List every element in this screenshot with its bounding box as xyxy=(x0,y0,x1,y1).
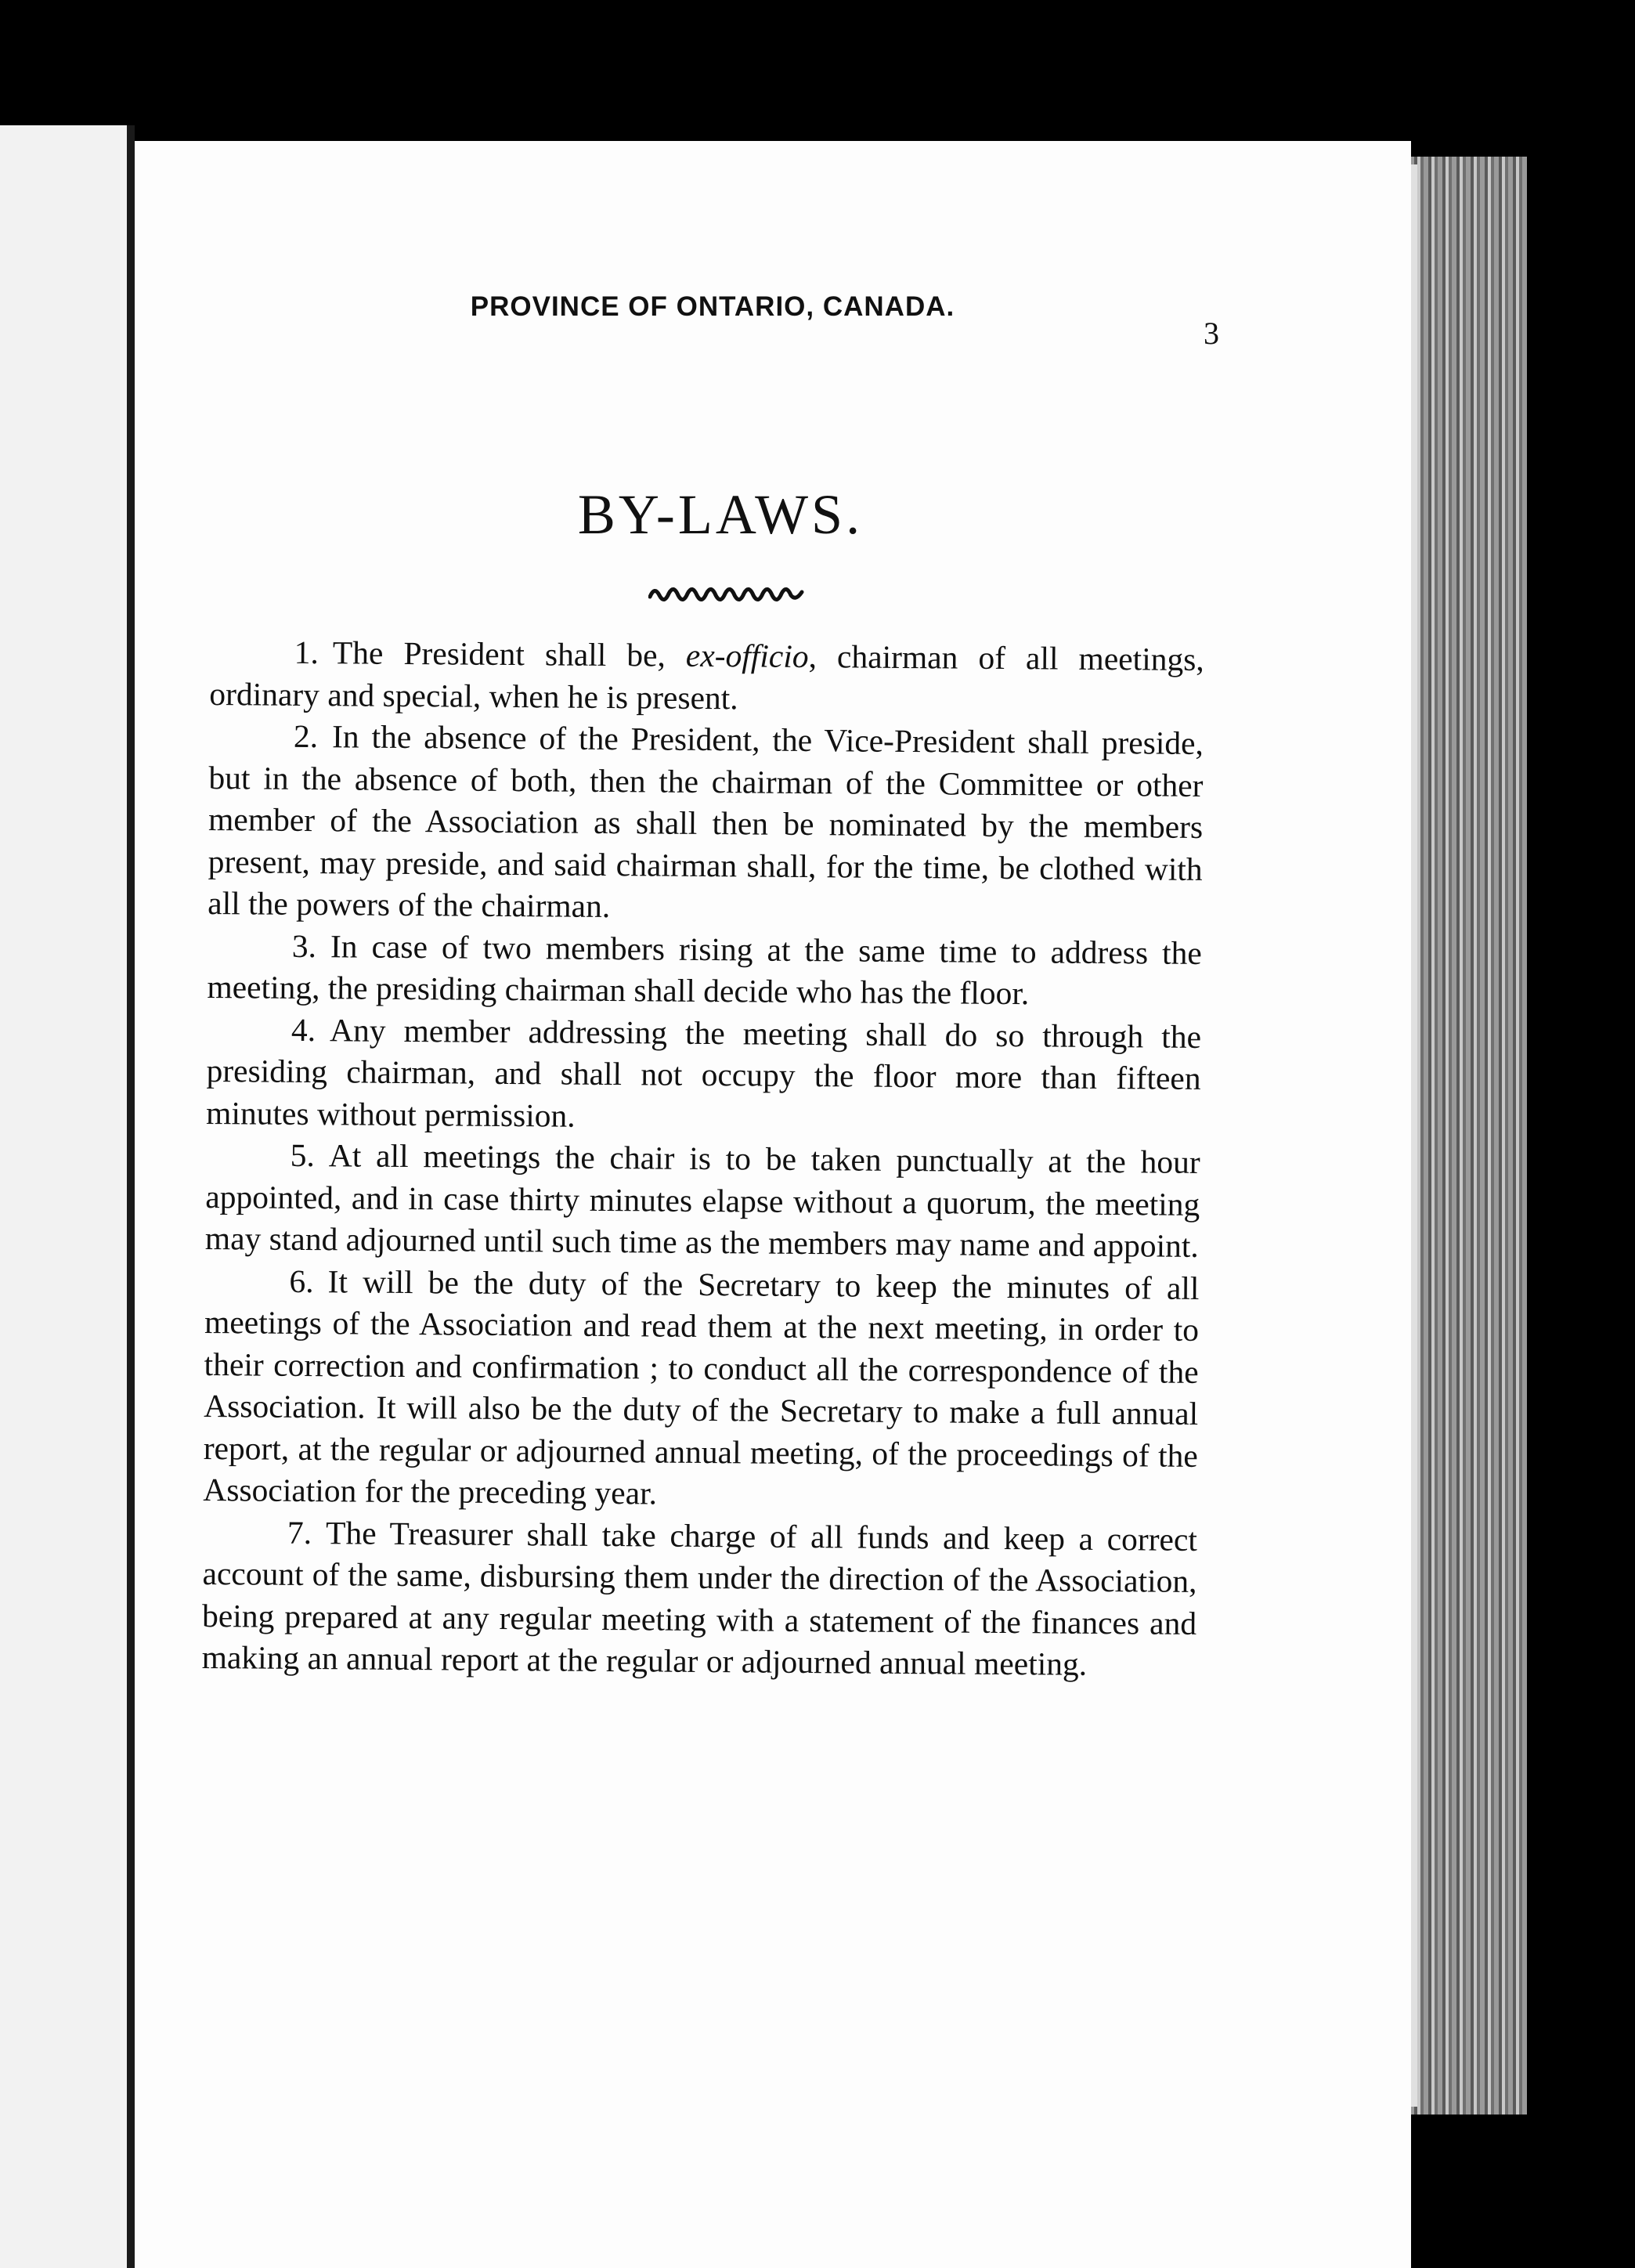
bylaw-paragraph xyxy=(201,1511,1197,1686)
bylaw-paragraph xyxy=(207,924,1202,1016)
bylaw-paragraph xyxy=(203,1259,1199,1519)
bylaw-number: 1. xyxy=(294,634,319,671)
bylaw-paragraph xyxy=(206,1008,1201,1141)
bylaw-number: 6. xyxy=(289,1262,314,1299)
bylaw-text: Any member addressing the meeting shall do so through the presiding chairman, and shall not occupy the floor more than fifteen minutes without permission. xyxy=(205,1011,1202,1134)
bylaw-text: In the absence of the President, the Vice-President shall preside, but in the absence of both, then the chairman of the Committee or other member of the Association as shall then be nominated by the members present, may preside, and said chairman shall, for the time, be clothed with all the powers of the chairman. xyxy=(208,718,1204,925)
bylaw-text: At all meetings the chair is to be taken punctually at the hour appointed, and in case thirty minutes elapse without a quorum, the meeting may stand adjourned until such time as the members may name and appoint. xyxy=(204,1137,1200,1264)
bylaw-paragraph xyxy=(209,631,1204,723)
bylaw-number: 7. xyxy=(287,1514,312,1551)
wavy-ornament-icon xyxy=(648,578,805,609)
bylaw-number: 4. xyxy=(291,1011,316,1048)
book-gutter xyxy=(127,125,135,2268)
page-block-edges xyxy=(1409,157,1527,2115)
bylaw-text: , chairman of all meetings, ordinary and special, when he is present. xyxy=(209,638,1204,716)
bylaws-text xyxy=(201,631,1204,1686)
bylaw-number: 3. xyxy=(291,927,317,964)
bylaw-number: 5. xyxy=(290,1136,316,1174)
bylaw-paragraph xyxy=(208,715,1204,932)
page-title: BY-LAWS. xyxy=(577,483,864,546)
bylaw-text: In case of two members rising at the same time to address the meeting, the presiding chairman shall decide who has the floor. xyxy=(207,927,1202,1012)
bylaw-text: The Treasurer shall take charge of all funds and keep a correct account of the same, disbursing them under the direction of the Association, being prepared at any regular meeting with a statement of the finances and making an annual report at the regular or adjourned annual meeting. xyxy=(201,1514,1198,1682)
page-number: 3 xyxy=(1204,316,1219,351)
running-header: PROVINCE OF ONTARIO, CANADA. xyxy=(470,291,955,322)
facing-page-edge xyxy=(0,125,133,2268)
bylaw-paragraph xyxy=(205,1134,1200,1267)
bylaw-italic-term: ex-officio xyxy=(685,637,809,675)
bylaw-text: It will be the duty of the Secretary to keep the minutes of all meetings of the Association and read them at the next meeting, in order to their correction and confirmation ; to conduct all the correspondence of the Association. It will also be the duty of the Secretary to make a full annual report, at the regular or adjourned annual meeting, of the proceedings of the Association for the preceding year. xyxy=(203,1262,1200,1511)
bylaw-text: The President shall be, xyxy=(332,634,687,674)
bylaw-number: 2. xyxy=(293,717,319,755)
